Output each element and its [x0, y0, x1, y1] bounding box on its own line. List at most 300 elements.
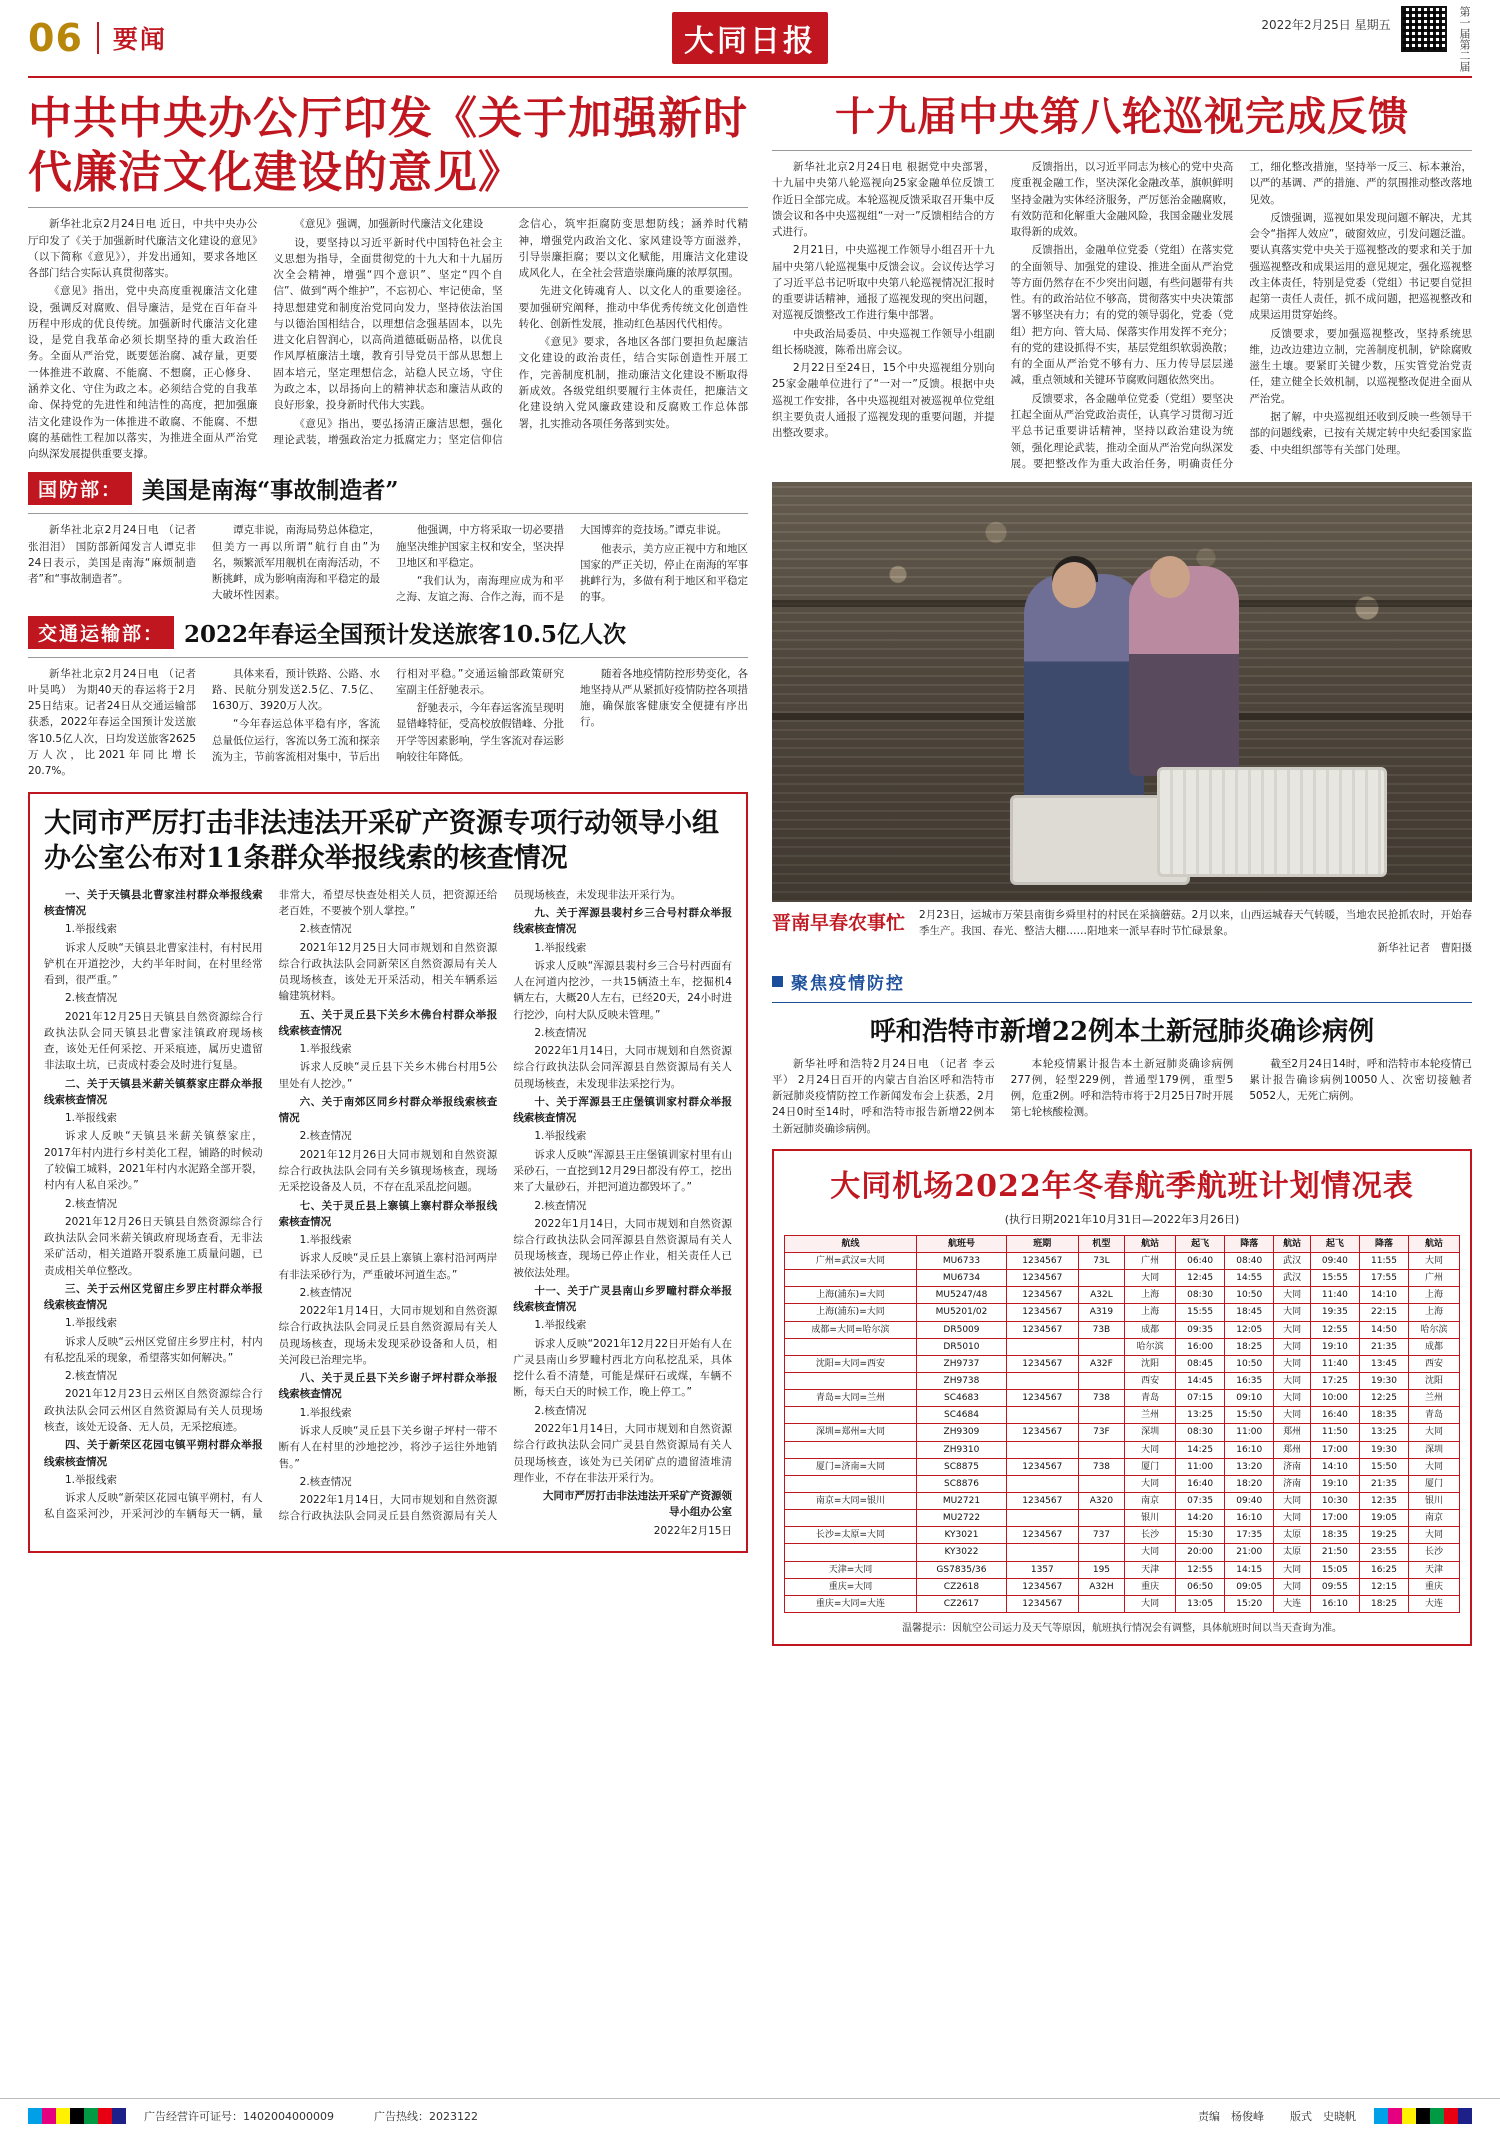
column-header: 航站 [1409, 1235, 1460, 1252]
table-cell: 长沙 [1409, 1544, 1460, 1561]
table-cell: 重庆 [1125, 1578, 1176, 1595]
paragraph: 截至2月24日14时，呼和浩特市本轮疫情已累计报告确诊病例10050人、次密切接触者5052人，无死亡病例。 [1249, 1057, 1472, 1103]
table-cell: 沈阳 [1125, 1355, 1176, 1372]
paragraph: 2.核查情况 [534, 1026, 587, 1039]
table-cell: 11:55 [1359, 1253, 1408, 1270]
table-cell: MU2721 [916, 1492, 1006, 1509]
subheading: 五、关于灵丘县下关乡木佛台村群众举报线索核查情况 [278, 1008, 498, 1037]
paragraph: 中央政治局委员、中央巡视工作领导小组副组长杨晓渡，陈希出席会议。 [772, 327, 995, 356]
table-cell: 1234567 [1007, 1287, 1079, 1304]
defense-tag: 国防部： [28, 472, 132, 505]
table-cell: 兰州 [1409, 1390, 1460, 1407]
table-cell: CZ2617 [916, 1595, 1006, 1612]
table-cell: 15:05 [1310, 1561, 1359, 1578]
paper-logo-text: 大同日报 [672, 12, 828, 64]
table-cell: 14:50 [1359, 1321, 1408, 1338]
table-cell: 厦门 [1125, 1458, 1176, 1475]
focus-article [772, 1056, 1472, 1137]
paragraph: 1.举报线索 [65, 1317, 118, 1330]
table-cell: ZH9309 [916, 1424, 1006, 1441]
table-row [785, 1390, 1460, 1407]
table-cell: 15:55 [1310, 1270, 1359, 1287]
table-cell: 14:10 [1359, 1287, 1408, 1304]
table-cell: 19:35 [1310, 1304, 1359, 1321]
table-cell: 大同 [1409, 1527, 1460, 1544]
table-cell: 17:00 [1310, 1510, 1359, 1527]
table-cell: 1234567 [1007, 1304, 1079, 1321]
table-row [785, 1304, 1460, 1321]
table-cell [785, 1510, 917, 1527]
table-cell: 10:00 [1310, 1390, 1359, 1407]
table-cell [1007, 1373, 1079, 1390]
table-cell: MU6734 [916, 1270, 1006, 1287]
paragraph: 他强调，中方将采取一切必要措施坚决维护国家主权和安全，坚决捍卫地区和平稳定。 [396, 524, 564, 569]
table-cell: 青岛 [1409, 1407, 1460, 1424]
table-cell: ZH9737 [916, 1355, 1006, 1372]
table-cell: 大同 [1274, 1304, 1311, 1321]
table-row [785, 1527, 1460, 1544]
paragraph: 诉求人反映“云州区党留庄乡罗庄村，村内有私挖乱采的现象，希望落实如何解决。” [44, 1335, 263, 1364]
paragraph: “我们认为，南海理应成为和平之海、友谊之海、合作之海，而不是大国博弈的竞技场。”谭克非说。 [396, 524, 728, 604]
table-cell: 大同 [1274, 1578, 1311, 1595]
paragraph: 1.举报线索 [65, 1473, 118, 1486]
table-cell: 15:30 [1176, 1527, 1225, 1544]
paragraph: 反馈指出，金融单位党委（党组）在落实党的全面领导、加强党的建设、推进全面从严治党等方面仍然存在不少突出问题，有些问题带有共性。有的政治站位不够高，贯彻落实中央决策部署不够坚决有力；有的党的领导弱化，党委（党组）把方向、管大局、保落实作用发挥不充分；有的党的建设抓得不实，基层党组织软弱涣散；有的全面从严治党不够有力、压力传导层层递减，重点领域和关键环节腐败问题依然突出。 [1010, 244, 1234, 387]
table-cell: 10:50 [1225, 1355, 1274, 1372]
paragraph: “今年春运总体平稳有序，客流总量低位运行，客流以务工流和探亲流为主，节前客流相对集中，节后出行相对平稳。”交通运输部政策研究室副主任舒驰表示。 [212, 667, 564, 763]
table-cell: 大同 [1125, 1544, 1176, 1561]
subheading: 十、关于浑源县王庄堡镇训家村群众举报线索核查情况 [513, 1095, 732, 1125]
table-row [785, 1544, 1460, 1561]
table-cell: 上海 [1125, 1287, 1176, 1304]
table-cell: 南京 [1409, 1510, 1460, 1527]
table-cell: 大同 [1274, 1510, 1311, 1527]
photo-block [772, 482, 1472, 955]
mining-report-title: 大同市严厉打击非法违法开采矿产资源专项行动领导小组办公室公布对11条群众举报线索的核查情况 [44, 807, 719, 875]
table-cell [785, 1475, 917, 1492]
table-cell: 11:00 [1225, 1424, 1274, 1441]
table-cell: 青岛=大同=兰州 [785, 1390, 917, 1407]
table-row [785, 1253, 1460, 1270]
paragraph: 2022年1月14日，大同市规划和自然资源综合行政执法队会同灵丘县自然资源局有关人员现场核查，未发现非法开采行为。 [278, 888, 682, 1523]
table-cell [1007, 1510, 1079, 1527]
transport-article [28, 666, 748, 780]
table-cell: 14:20 [1176, 1510, 1225, 1527]
table-cell [785, 1338, 917, 1355]
table-cell: 14:10 [1310, 1458, 1359, 1475]
table-cell: 广州=武汉=大同 [785, 1253, 917, 1270]
paragraph: 诉求人反映“浑源县裴村乡三合号村西面有人在河道内挖沙，一共15辆渣土车，挖掘机4辆左右，大概20人左右，已经20天，24小时进行挖沙，向村大队反映未管理。” [513, 959, 732, 1021]
table-cell: 18:20 [1225, 1475, 1274, 1492]
defense-article [28, 522, 748, 605]
table-cell: 1234567 [1007, 1253, 1079, 1270]
paragraph: 2.核查情况 [65, 1197, 118, 1210]
left-lead-article [28, 216, 748, 462]
flight-schedule-box [772, 1149, 1472, 1646]
table-cell: A32L [1078, 1287, 1125, 1304]
column-header: 降落 [1225, 1235, 1274, 1252]
table-cell: 深圳=郑州=大同 [785, 1424, 917, 1441]
table-cell: 09:55 [1310, 1578, 1359, 1595]
table-cell: 西安 [1409, 1355, 1460, 1372]
table-cell: 19:30 [1359, 1373, 1408, 1390]
subheading: 一、关于天镇县北曹家洼村群众举报线索核查情况 [44, 888, 263, 918]
table-cell: DR5010 [916, 1338, 1006, 1355]
license-label: 广告经营许可证号： [144, 2109, 243, 2123]
table-cell: 广州 [1409, 1270, 1460, 1287]
paragraph: 新华社北京2月24日电 根据党中央部署，十九届中央第八轮巡视向25家金融单位反馈工作近日全部完成。本轮巡视反馈采取召开集中反馈会议和各中央巡视组“一对一”反馈相结合的方式进行。 [772, 161, 995, 239]
table-cell: 12:05 [1225, 1321, 1274, 1338]
table-cell: 08:30 [1176, 1424, 1225, 1441]
table-cell: 738 [1078, 1390, 1125, 1407]
subheading: 六、关于南郊区同乡村群众举报线索核查情况 [278, 1095, 498, 1125]
paragraph: 随着各地疫情防控形势变化，各地坚持从严从紧抓好疫情防控各项措施，确保旅客健康安全便捷有序出行。 [580, 667, 748, 729]
paragraph: 舒驰表示，今年春运客流呈现明显错峰特征，受高校放假错峰、分批开学等因素影响，学生客流对春运影响较往年降低。 [396, 702, 564, 763]
table-cell: 大同 [1409, 1253, 1460, 1270]
table-cell: 13:45 [1359, 1355, 1408, 1372]
table-cell: 21:35 [1359, 1475, 1408, 1492]
table-cell: 上海(浦东)=大同 [785, 1304, 917, 1321]
table-cell: 07:15 [1176, 1390, 1225, 1407]
paragraph: 先进文化铸魂育人、以文化人的重要途径。要加强研究阐释，推动中华优秀传统文化创造性转化、创新性发展，推动红色基因代代相传。 [518, 285, 748, 330]
table-cell: 天津 [1125, 1561, 1176, 1578]
table-cell: SC8875 [916, 1458, 1006, 1475]
table-cell: 13:25 [1176, 1407, 1225, 1424]
paragraph: 诉求人反映“灵丘县下关乡谢子坪村一带不断有人在村里的沙地挖沙，将沙子运往外地销售。” [278, 1425, 498, 1470]
table-cell [1007, 1475, 1079, 1492]
top-area [28, 92, 1472, 1646]
table-cell: 07:35 [1176, 1492, 1225, 1509]
paragraph: 2.核查情况 [299, 923, 352, 936]
paragraph: 2月21日，中央巡视工作领导小组召开十九届中央第八轮巡视集中反馈会议。会议传达学习了习近平总书记听取中央第八轮巡视情况汇报时的重要讲话精神，通报了巡视发现的突出问题，对巡视反馈整改工作进行集中部署。 [772, 244, 995, 322]
table-cell: DR5009 [916, 1321, 1006, 1338]
table-cell: 重庆 [1409, 1578, 1460, 1595]
table-cell [785, 1544, 917, 1561]
photo-caption-title: 晋南早春农事忙 [772, 912, 906, 935]
table-cell: 1234567 [1007, 1270, 1079, 1287]
paragraph: 2021年12月26日大同市规划和自然资源综合行政执法队会同有关乡镇现场核查，现场无采挖设备及人员，不存在乱采乱挖问题。 [278, 1148, 498, 1194]
table-row [785, 1441, 1460, 1458]
masthead-vertical-note: 第一届第二届 [1458, 6, 1471, 72]
table-cell [1078, 1373, 1125, 1390]
table-cell: 大同 [1125, 1595, 1176, 1612]
table-row [785, 1424, 1460, 1441]
table-cell: 深圳 [1409, 1441, 1460, 1458]
paragraph: 1.举报线索 [534, 941, 587, 954]
table-cell: 17:00 [1310, 1441, 1359, 1458]
table-cell: 1234567 [1007, 1458, 1079, 1475]
table-cell: 06:50 [1176, 1578, 1225, 1595]
table-cell [1078, 1338, 1125, 1355]
table-cell: 08:45 [1176, 1355, 1225, 1372]
paragraph: 诉求人反映“灵丘县上寨镇上寨村沿河两岸有非法采砂行为，严重破坏河道生态。” [278, 1252, 498, 1281]
table-cell: 13:05 [1176, 1595, 1225, 1612]
table-cell: 10:30 [1310, 1492, 1359, 1509]
color-bar-right [1374, 2108, 1472, 2124]
paragraph: 诉求人反映“新荣区花园屯镇平朔村，有人私自盗采河沙，开采河沙的车辆每天一辆，量非常大，希望尽快查处相关人员，把资源还给老百姓，不要被个别人掌控。” [44, 888, 498, 1521]
subheading: 九、关于浑源县裴村乡三合号村群众举报线索核查情况 [513, 907, 732, 936]
table-cell: 17:25 [1310, 1373, 1359, 1390]
paragraph: 反馈要求，各金融单位党委（党组）要坚决扛起全面从严治党政治责任，认真学习贯彻习近平总书记重要讲话精神，坚持以政治建设为统领，强化理论武装，推动全面从严治党向纵深发展。要把整改作为重大政治任务，明确责任分工，细化整改措施，坚持举一反三、标本兼治，以严的基调、严的措施、严的氛围推动整改落地见效。 [1010, 161, 1472, 470]
paragraph: 1.举报线索 [534, 1319, 587, 1332]
table-cell: 济南 [1274, 1475, 1311, 1492]
table-cell: 21:35 [1359, 1338, 1408, 1355]
table-cell: ZH9310 [916, 1441, 1006, 1458]
photo-caption-text: 2月23日，运城市万荣县南街乡舜里村的村民在采摘蘑菇。2月以来，山西运城春天气转暖，当地农民抢抓农时，开始春季生产。我国、春光、整洁大棚……阳地来一派早春时节忙碌景象。 [919, 909, 1472, 937]
flight-table-body [785, 1253, 1460, 1613]
table-cell: 大同 [1409, 1424, 1460, 1441]
paragraph: 反馈要求，要加强巡视整改，坚持系统思维，边改边建边立制，完善制度机制，铲除腐败滋生土壤。要紧盯关键少数，压实管党治党责任，建立健全长效机制，以巡视整改促进全面从严治党。 [1249, 327, 1472, 405]
paragraph: 谭克非说，南海局势总体稳定，但美方一再以所谓“航行自由”为名，频繁派军用舰机在南海活动，不断挑衅，成为影响南海和平稳定的最大破坏性因素。 [212, 524, 380, 602]
table-cell: 09:40 [1310, 1253, 1359, 1270]
table-cell: 16:25 [1359, 1561, 1408, 1578]
table-cell: 73L [1078, 1253, 1125, 1270]
paragraph: 2月22日至24日，15个中央巡视组分别向25家金融单位进行了“一对一”反馈。根据中央巡视工作安排，各中央巡视组对被巡视单位党组织主要负责人通报了巡视发现的重要问题，并提出整改要求。 [772, 362, 995, 440]
table-cell: 11:00 [1176, 1458, 1225, 1475]
paragraph: 本轮疫情累计报告本土新冠肺炎确诊病例277例，轻型229例，普通型179例，重型5例，危重2例。呼和浩特市将于2月25日7时开展第七轮核酸检测。 [1010, 1057, 1234, 1119]
paragraph: 1.举报线索 [299, 1406, 352, 1419]
table-cell: 大同 [1125, 1270, 1176, 1287]
table-cell [1078, 1407, 1125, 1424]
table-cell: 16:40 [1310, 1407, 1359, 1424]
defense-heading [28, 472, 748, 505]
table-cell: 19:05 [1359, 1510, 1408, 1527]
table-cell: 12:15 [1359, 1578, 1408, 1595]
right-lead-article [772, 159, 1472, 472]
table-cell: 16:10 [1225, 1441, 1274, 1458]
paragraph: 反馈强调，巡视如果发现问题不解决，尤其会令“指挥人效应”，破窗效应，引发问题泛滥。要认真落实党中央关于巡视整改的要求和关于加强巡视整改和成果运用的意见规定，强化巡视整改主体责任，特别是党委（党组）书记要自觉担起第一责任人责任，抓不成问题，把巡视整改和成果运用贯穿始终。 [1249, 211, 1472, 322]
paragraph: 诉求人反映“2021年12月22日开始有人在广灵县南山乡罗疃村西北方向私挖乱采，具体挖什么看不清楚，可能是煤矸石或煤，车辆不断，每天白天的时候工作，晚上停工。” [513, 1337, 732, 1399]
paragraph: 1.举报线索 [65, 923, 118, 936]
table-cell: 大连 [1409, 1595, 1460, 1612]
table-cell: 15:20 [1225, 1595, 1274, 1612]
table-cell: 大同 [1274, 1321, 1311, 1338]
table-cell: 15:50 [1225, 1407, 1274, 1424]
table-cell: 太原 [1274, 1527, 1311, 1544]
table-cell: 737 [1078, 1527, 1125, 1544]
table-cell: 22:15 [1359, 1304, 1408, 1321]
defense-title: 美国是南海“事故制造者” [142, 477, 399, 505]
photo-byline: 新华社记者 曹阳摄 [1377, 941, 1472, 954]
table-cell: 重庆=大同=大连 [785, 1595, 917, 1612]
signature-org: 大同市严厉打击非法违法开采矿产资源领导小组办公室 [542, 1490, 732, 1519]
table-cell: KY3021 [916, 1527, 1006, 1544]
table-cell: 大同 [1274, 1492, 1311, 1509]
table-cell: 大同 [1125, 1475, 1176, 1492]
layout-value: 史晓帆 [1323, 2109, 1356, 2123]
subheading: 八、关于灵丘县下关乡谢子坪村群众举报线索核查情况 [278, 1372, 498, 1401]
table-row [785, 1561, 1460, 1578]
paragraph: 《意见》强调，加强新时代廉洁文化建设 [294, 218, 484, 231]
table-cell: 14:45 [1176, 1373, 1225, 1390]
table-cell [785, 1373, 917, 1390]
table-cell: 大同 [1409, 1458, 1460, 1475]
table-cell: 银川 [1125, 1510, 1176, 1527]
table-cell: 大同 [1274, 1561, 1311, 1578]
column-header: 航班号 [916, 1235, 1006, 1252]
table-cell: 738 [1078, 1458, 1125, 1475]
table-row [785, 1458, 1460, 1475]
table-cell: 17:55 [1359, 1270, 1408, 1287]
table-cell: 15:55 [1176, 1304, 1225, 1321]
paragraph: 2021年12月23日云州区自然资源综合行政执法队会同云州区自然资源局有关人员现场核查，该处无设备、无人员，无采挖痕迹。 [44, 1388, 263, 1433]
headline-left: 中共中央办公厅印发《关于加强新时代廉洁文化建设的意见》 [28, 93, 748, 198]
table-cell: A320 [1078, 1492, 1125, 1509]
subheading: 十一、关于广灵县南山乡罗疃村群众举报线索核查情况 [513, 1284, 732, 1314]
table-cell: MU5201/02 [916, 1304, 1006, 1321]
table-cell: 大同 [1274, 1287, 1311, 1304]
table-cell: 18:25 [1225, 1338, 1274, 1355]
table-cell: 成都 [1409, 1338, 1460, 1355]
table-cell: 大同 [1274, 1407, 1311, 1424]
table-cell: 08:30 [1176, 1287, 1225, 1304]
table-cell: 16:10 [1225, 1510, 1274, 1527]
left-column [28, 92, 748, 1646]
paragraph: 2021年12月25日天镇县自然资源综合行政执法队会同天镇县北曹家洼镇政府现场核查，该处无任何采挖、开采痕迹，属历史遗留非法取土坑，已责成村委会及时进行复垦。 [44, 1010, 263, 1072]
paragraph: 《意见》要求，各地区各部门要担负起廉洁文化建设的政治责任，结合实际创造性开展工作，完善制度机制，推动廉洁文化建设不断取得新成效。各级党组织要履行主体责任，把廉洁文化建设纳入党风廉政建设和反腐败工作总体部署，扎实推动各项任务落到实处。 [518, 336, 748, 430]
table-cell: 15:50 [1359, 1458, 1408, 1475]
qr-code-icon[interactable] [1401, 6, 1447, 52]
focus-heading [772, 969, 1472, 994]
table-cell [1078, 1475, 1125, 1492]
table-cell: 1234567 [1007, 1355, 1079, 1372]
column-header: 航线 [785, 1235, 917, 1252]
table-cell: CZ2618 [916, 1578, 1006, 1595]
paragraph: 诉求人反映“浑源县王庄堡镇训家村里有山采砂石，一直挖到12月29日都没有停工，挖出来了大量砂石，并把河道边都毁坏了。” [513, 1148, 732, 1194]
subheading: 七、关于灵丘县上寨镇上寨村群众举报线索核查情况 [278, 1199, 498, 1228]
table-row [785, 1355, 1460, 1372]
table-cell: 10:50 [1225, 1287, 1274, 1304]
table-cell: 73B [1078, 1321, 1125, 1338]
hotline-value: 2023122 [428, 2109, 478, 2123]
table-cell: A32H [1078, 1578, 1125, 1595]
color-bar [28, 2108, 126, 2124]
table-cell [785, 1441, 917, 1458]
table-cell: 沈阳=大同=西安 [785, 1355, 917, 1372]
table-cell: SC4684 [916, 1407, 1006, 1424]
subheading: 四、关于新荣区花园屯镇平朔村群众举报线索核查情况 [44, 1439, 263, 1468]
table-cell: 哈尔滨 [1125, 1338, 1176, 1355]
table-cell: MU2722 [916, 1510, 1006, 1527]
table-cell: SC4683 [916, 1390, 1006, 1407]
table-cell [1078, 1595, 1125, 1612]
paragraph: 新华社北京2月24日电 （记者 叶昊鸣） 为期40天的春运将于2月25日结束。记者24日从交通运输部获悉，2022年春运全国预计发送旅客10.5亿人次，日均发送旅客2625万人次，比2021年同比增长20.7%。 [28, 667, 196, 778]
headline-right: 十九届中央第八轮巡视完成反馈 [835, 93, 1409, 140]
paragraph: 反馈指出，以习近平同志为核心的党中央高度重视金融工作，坚决深化金融改革，旗帜鲜明坚持金融为实体经济服务，严厉惩治金融腐败，有效防范和化解重大金融风险，我国金融业发展取得新的成效。 [1010, 161, 1234, 239]
table-cell: 银川 [1409, 1492, 1460, 1509]
paragraph: 据了解，中央巡视组还收到反映一些领导干部的问题线索，已按有关规定转中央纪委国家监委、中央组织部等有关部门处理。 [1249, 410, 1472, 456]
table-row [785, 1595, 1460, 1612]
table-cell: 深圳 [1125, 1424, 1176, 1441]
paragraph: 2.核查情况 [534, 1404, 587, 1417]
paragraph: 2.核查情况 [65, 1370, 118, 1383]
paragraph: 2.核查情况 [65, 992, 118, 1005]
paragraph: 2.核查情况 [534, 1199, 587, 1212]
right-column [772, 92, 1472, 1646]
table-row [785, 1321, 1460, 1338]
table-row [785, 1407, 1460, 1424]
transport-heading [28, 616, 748, 649]
paragraph: 1.举报线索 [299, 1043, 352, 1056]
table-cell: 厦门 [1409, 1475, 1460, 1492]
table-cell: 09:10 [1225, 1390, 1274, 1407]
table-cell: 西安 [1125, 1373, 1176, 1390]
table-cell [1078, 1544, 1125, 1561]
license-value: 1402004000009 [243, 2109, 334, 2123]
paragraph: 具体来看，预计铁路、公路、水路、民航分别发送2.5亿、7.5亿、1630万、3920万人次。 [212, 667, 380, 713]
issue-date: 2022年2月25日 星期五 [1261, 18, 1391, 32]
table-cell: 12:25 [1359, 1390, 1408, 1407]
table-cell: MU6733 [916, 1253, 1006, 1270]
page-number: 06 [28, 16, 83, 60]
paragraph: 《意见》指出，党中央高度重视廉洁文化建设，强调反对腐败、倡导廉洁，是党在百年奋斗历程中形成的优良传统。加强新时代廉洁文化建设，是党自我革命必须长期坚持的重大政治任务。全面从严治党，既要惩治腐、减存量，更要一体推进不敢腐、不能腐、不想腐，正心修身、涵养文化、守住为政之本。必须结合党的自我革命、保持党的先进性和纯洁性的高度，把加强廉洁文化建设作为一体推进不敢腐、不能腐、不想腐的基础性工程加以落实，为推进全面从严治党向纵深发展提供重要支撑。 [28, 285, 258, 461]
hotline-label: 广告热线： [373, 2109, 429, 2123]
subheading: 三、关于云州区党留庄乡罗庄村群众举报线索核查情况 [44, 1282, 263, 1312]
table-cell: 大同 [1274, 1390, 1311, 1407]
table-cell: 09:40 [1225, 1492, 1274, 1509]
table-cell: 大同 [1274, 1373, 1311, 1390]
table-cell: 18:35 [1310, 1527, 1359, 1544]
news-photo [772, 482, 1472, 902]
table-cell: 武汉 [1274, 1253, 1311, 1270]
table-cell: 18:25 [1359, 1595, 1408, 1612]
paragraph: 2022年1月14日，大同市规划和自然资源综合行政执法队会同浑源县自然资源局有关人员现场核查，未发现非法采挖行为。 [513, 1045, 732, 1090]
table-cell: 11:40 [1310, 1287, 1359, 1304]
table-cell: 1357 [1007, 1561, 1079, 1578]
table-row [785, 1578, 1460, 1595]
table-cell: 12:45 [1176, 1270, 1225, 1287]
table-cell: 19:30 [1359, 1441, 1408, 1458]
table-cell: 长沙=太原=大同 [785, 1527, 917, 1544]
paragraph: 1.举报线索 [65, 1112, 118, 1125]
table-cell: 73F [1078, 1424, 1125, 1441]
paragraph: 2021年12月25日大同市规划和自然资源综合行政执法队会同新荣区自然资源局有关人员现场核查，该处无开采活动，相关车辆系运输建筑材料。 [278, 941, 498, 1003]
table-cell: 南京=大同=银川 [785, 1492, 917, 1509]
column-header: 航站 [1125, 1235, 1176, 1252]
table-cell [1007, 1338, 1079, 1355]
focus-label: 聚焦疫情防控 [791, 973, 905, 994]
paper-logo [672, 12, 828, 64]
paragraph: 诉求人反映“灵丘县下关乡木佛台村用5公里处有人挖沙。” [278, 1061, 498, 1090]
table-cell: A32F [1078, 1355, 1125, 1372]
table-cell: 13:20 [1225, 1458, 1274, 1475]
table-cell: 20:00 [1176, 1544, 1225, 1561]
table-cell: 1234567 [1007, 1424, 1079, 1441]
section-title: 要闻 [112, 25, 167, 54]
table-cell: 09:05 [1225, 1578, 1274, 1595]
masthead-right [1261, 6, 1472, 72]
page-footer [0, 2098, 1500, 2132]
table-cell: 18:35 [1359, 1407, 1408, 1424]
table-cell: 南京 [1125, 1492, 1176, 1509]
table-cell: 09:35 [1176, 1321, 1225, 1338]
table-cell: 广州 [1125, 1253, 1176, 1270]
paragraph: 诉求人反映“天镇县北曹家洼村，有村民用铲机在开道挖沙，大约半年时间，在村里经常看到，很严重。” [44, 941, 263, 987]
paragraph: 2.核查情况 [299, 1286, 352, 1299]
table-row [785, 1510, 1460, 1527]
paragraph: 设，要坚持以习近平新时代中国特色社会主义思想为指导，全面贯彻党的十九大和十九届历次全会精神，增强“四个意识”、坚定“四个自信”、做到“两个维护”，不忘初心、牢记使命，坚持思想建党和制度治党同向发力，坚持依法治国与以德治国相结合，以理想信念强基固本，以先进文化启智润心，以高尚道德砥砺品格，以优良作风厚植廉洁土壤，教育引导党员干部从思想上固本培元，坚定理想信念，站稳人民立场，守住为政之本，以昂扬向上的精神状态和廉洁从政的良好形象，投身新时代伟大实践。 [273, 236, 503, 412]
column-header: 起飞 [1310, 1235, 1359, 1252]
table-cell: 天津=大同 [785, 1561, 917, 1578]
masthead-divider [97, 22, 99, 54]
table-cell: 17:35 [1225, 1527, 1274, 1544]
table-cell: 06:40 [1176, 1253, 1225, 1270]
table-cell: 郑州 [1274, 1424, 1311, 1441]
paragraph: 诉求人反映“天镇县米薪关镇蔡家庄，2017年村内进行乡村美化工程，铺路的时候动了较偏工城料，2021年村内水泥路全部开裂，村内有人私自采沙。” [44, 1130, 263, 1192]
paragraph: 新华社北京2月24日电 （记者 张泪泪） 国防部新闻发言人谭克非24日表示，美国是南海“麻烦制造者”和“事故制造者”。 [28, 524, 196, 586]
table-cell [1007, 1441, 1079, 1458]
footer-license [144, 2108, 1180, 2124]
